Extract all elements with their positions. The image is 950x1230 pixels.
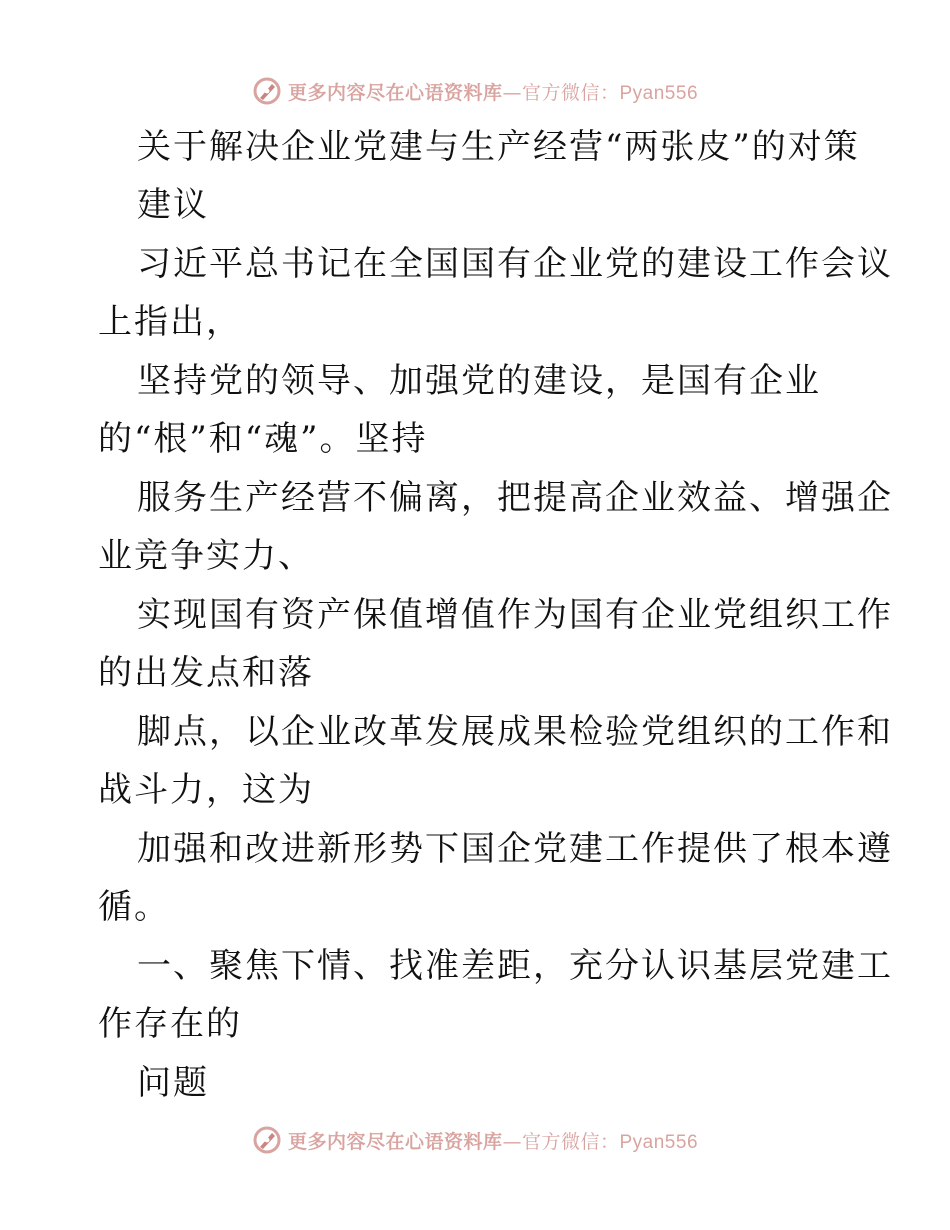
watermark-sub: 官方微信：: [521, 1130, 620, 1153]
section-heading-line: 一、聚焦下情、找准差距，充分认识基层党建工: [137, 946, 893, 986]
paragraph-line: 习近平总书记在全国国有企业党的建设工作会议: [137, 244, 893, 284]
watermark-separator: —: [502, 1130, 522, 1153]
paragraph-line: 业竞争实力、: [98, 536, 314, 576]
paragraph-line: 上指出，: [98, 302, 242, 342]
footer-watermark: [0, 1120, 950, 1160]
watermark-main: 更多内容尽在心语资料库: [287, 81, 503, 104]
header-watermark: [0, 71, 950, 111]
paragraph-line: 循。: [98, 887, 170, 927]
document-title-line-1: 关于解决企业党建与生产经营“两张皮”的对策: [137, 127, 860, 167]
watermark-id: Pyan556: [619, 1131, 699, 1153]
watermark-text: [288, 1127, 698, 1154]
section-heading-line: 问题: [137, 1063, 209, 1103]
paragraph-line: 实现国有资产保值增值作为国有企业党组织工作: [137, 595, 893, 635]
section-heading-line: 作存在的: [98, 1004, 242, 1044]
document-title-line-2: 建议: [137, 185, 209, 225]
pen-nib-circle-logo-icon: [252, 76, 282, 106]
watermark-text: [288, 78, 698, 105]
paragraph-line: 战斗力，这为: [98, 770, 314, 810]
paragraph-line: 坚持党的领导、加强党的建设，是国有企业: [137, 361, 821, 401]
watermark-id: Pyan556: [619, 82, 699, 104]
pen-nib-circle-logo-icon: [252, 1125, 282, 1155]
paragraph-line: 加强和改进新形势下国企党建工作提供了根本遵: [137, 829, 893, 869]
paragraph-line: 的“根”和“魂”。坚持: [98, 419, 428, 459]
watermark-sub: 官方微信：: [521, 81, 620, 104]
paragraph-line: 脚点，以企业改革发展成果检验党组织的工作和: [137, 712, 893, 752]
paragraph-line: 的出发点和落: [98, 653, 314, 693]
paragraph-line: 服务生产经营不偏离，把提高企业效益、增强企: [137, 478, 893, 518]
watermark-main: 更多内容尽在心语资料库: [287, 1130, 503, 1153]
watermark-separator: —: [502, 81, 522, 104]
